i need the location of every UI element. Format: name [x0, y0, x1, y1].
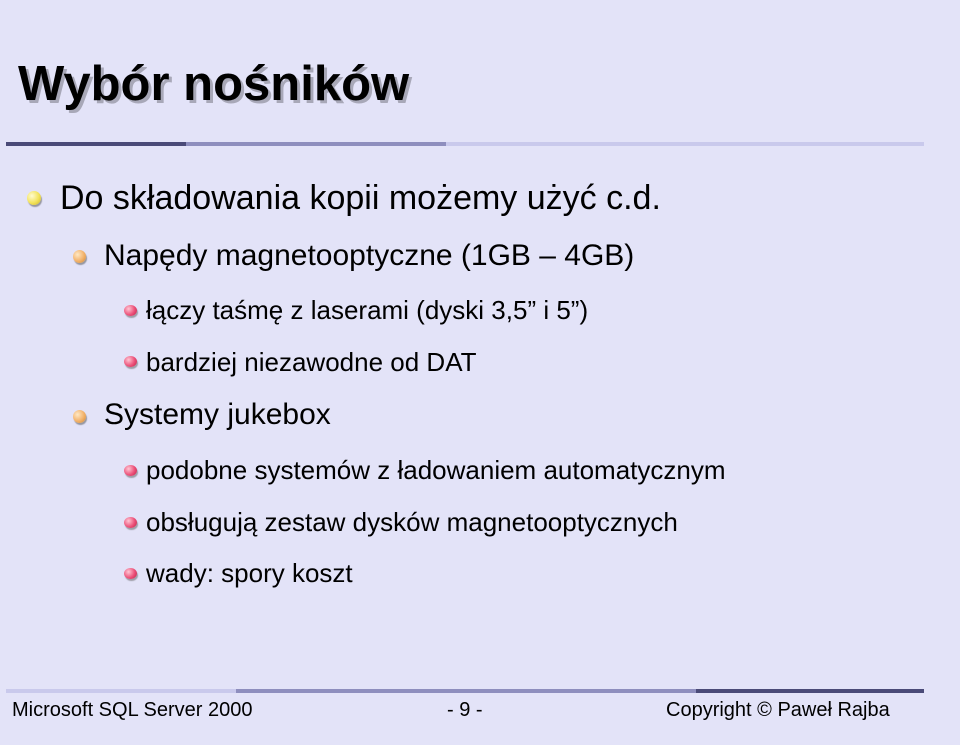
bullet-level2-icon: [73, 250, 86, 263]
slide-title: Wybór nośników: [18, 57, 410, 111]
footer-course-name: Microsoft SQL Server 2000: [12, 699, 253, 721]
bullet-level1-text: Do składowania kopii możemy użyć c.d.: [60, 179, 661, 217]
bullet-level3-icon: [124, 568, 137, 579]
bullet-level3-text: bardziej niezawodne od DAT: [146, 347, 477, 377]
bullet-level2-text: Systemy jukebox: [104, 398, 331, 431]
bullet-level3-icon: [124, 356, 137, 367]
bullet-level3-text: łączy taśmę z laserami (dyski 3,5” i 5”): [146, 295, 589, 325]
footer-divider: [6, 689, 924, 693]
bullet-level2-text: Napędy magnetooptyczne (1GB – 4GB): [104, 239, 635, 272]
bullet-level3-icon: [124, 517, 137, 528]
bullet-level3-text: obsługują zestaw dysków magnetooptycznych: [146, 507, 678, 537]
footer-copyright: Copyright © Paweł Rajba: [666, 699, 890, 721]
bullet-level3-icon: [124, 305, 137, 316]
bullet-level1-icon: [27, 191, 41, 205]
footer-page-number: - 9 -: [447, 699, 483, 721]
bullet-level3-icon: [124, 465, 137, 476]
title-divider: [6, 142, 924, 146]
bullet-level3-text: podobne systemów z ładowaniem automatycznym: [146, 455, 726, 485]
bullet-level3-text: wady: spory koszt: [146, 558, 353, 588]
bullet-level2-icon: [73, 410, 86, 423]
